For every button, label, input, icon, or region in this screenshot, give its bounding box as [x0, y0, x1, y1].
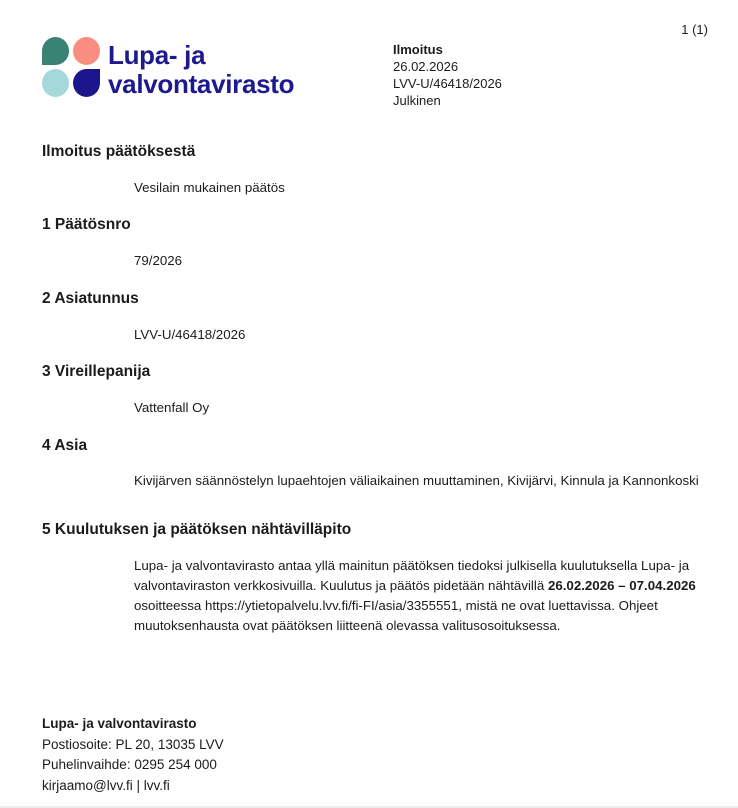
section-heading-1: 1 Päätösnro	[42, 216, 131, 233]
section-body-5-dates: 26.02.2026 – 07.04.2026	[547, 578, 696, 593]
section-heading-4: 4 Asia	[42, 437, 88, 454]
doc-case-id: LVV-U/46418/2026	[393, 76, 502, 91]
logo-mark-navy-icon	[73, 69, 100, 97]
footer-phone: Puhelinvaihde: 0295 254 000	[42, 757, 217, 772]
section-body-3: Vattenfall Oy	[134, 400, 210, 415]
section-body-5-text-after: osoitteessa https://ytietopalvelu.lvv.fi/fi-FI/asia/3355551, mistä ne ovat luettavissa. Ohjeet muutoksenhausta ovat päätöksen liitteenä olevassa valitusosoituksessa.	[134, 598, 658, 633]
section-body-5	[134, 556, 712, 636]
doc-title: Ilmoitus päätöksestä	[42, 143, 196, 160]
section-body-1: 79/2026	[134, 253, 183, 268]
document-footer	[42, 714, 224, 796]
section-body-5-text-before: Lupa- ja valvontavirasto antaa yllä mainitun päätöksen tiedoksi julkisella kuulutuksella Lupa- ja valvontaviraston verkkosivuilla. Kuulutus ja päätös pidetään nähtävillä	[134, 558, 690, 593]
section-heading-5: 5 Kuulutuksen ja päätöksen nähtävilläpito	[42, 521, 352, 538]
section-body-2: LVV-U/46418/2026	[134, 327, 246, 342]
doc-date: 26.02.2026	[393, 59, 459, 74]
footer-postal-address: Postiosoite: PL 20, 13035 LVV	[42, 736, 224, 752]
logo-mark-salmon-icon	[73, 37, 100, 65]
doc-visibility: Julkinen	[393, 93, 441, 108]
logo-mark-teal-icon	[42, 37, 69, 65]
agency-logo	[42, 37, 100, 97]
section-heading-2: 2 Asiatunnus	[42, 290, 139, 307]
document-meta	[393, 41, 502, 109]
doc-type-label: Ilmoitus	[393, 42, 443, 57]
doc-subtitle: Vesilain mukainen päätös	[134, 180, 285, 195]
footer-email-web: kirjaamo@lvv.fi | lvv.fi	[42, 777, 170, 793]
page-number: 1 (1)	[681, 22, 708, 37]
section-heading-3: 3 Vireillepanija	[42, 363, 151, 380]
section-body-4: Kivijärven säännöstelyn lupaehtojen väliaikainen muuttaminen, Kivijärvi, Kinnula ja Kannonkoski	[134, 473, 699, 488]
footer-org-name: Lupa- ja valvontavirasto	[42, 716, 197, 731]
agency-wordmark-line1: Lupa- ja	[108, 40, 206, 70]
agency-wordmark	[108, 41, 294, 99]
agency-wordmark-line2: valvontavirasto	[108, 69, 295, 99]
logo-mark-cyan-icon	[42, 69, 69, 97]
